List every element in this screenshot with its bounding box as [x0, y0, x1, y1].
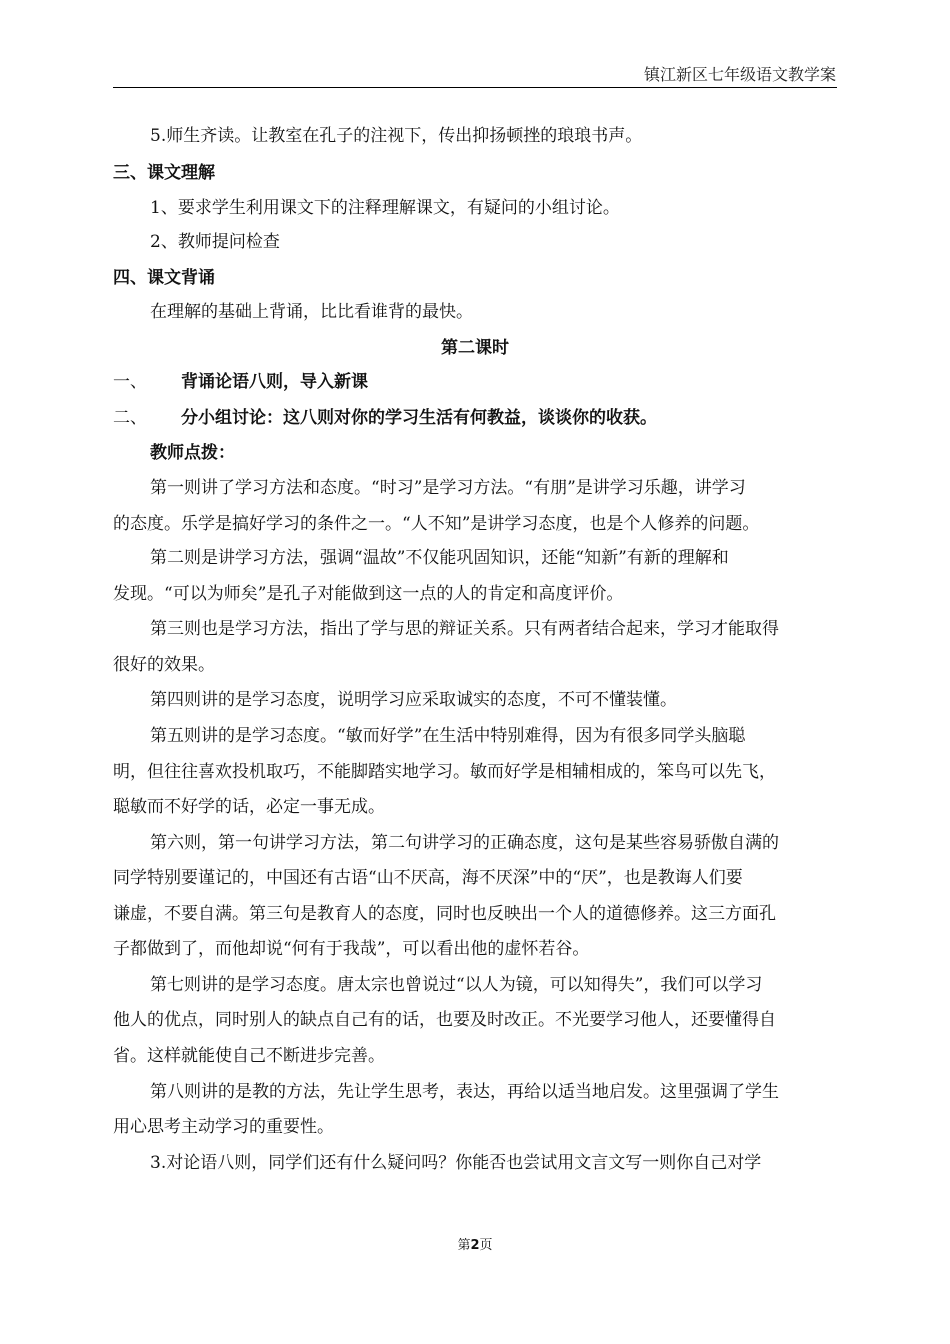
- text-line: 很好的效果。: [113, 655, 215, 675]
- footer-prefix: 第: [457, 1238, 471, 1253]
- header-rule: [113, 87, 837, 88]
- item-number: 一、: [113, 372, 147, 392]
- numbered-item: [113, 372, 837, 392]
- text-line: 谦虚，不要自满。第三句是教育人的态度，同时也反映出一个人的道德修养。这三方面孔: [113, 904, 776, 924]
- item-number: 二、: [113, 408, 147, 428]
- text-line: 在理解的基础上背诵，比比看谁背的最快。: [150, 302, 473, 322]
- text-line: 子都做到了，而他却说“何有于我哉”，可以看出他的虚怀若谷。: [113, 939, 590, 959]
- subheading: 教师点拨：: [150, 443, 235, 463]
- text-line: 2、教师提问检查: [150, 232, 280, 252]
- text-line: 第八则讲的是教的方法，先让学生思考，表达，再给以适当地启发。这里强调了学生: [150, 1082, 779, 1102]
- item-text: 背诵论语八则，导入新课: [181, 372, 368, 392]
- numbered-item: [113, 408, 837, 428]
- text-line: 第六则，第一句讲学习方法，第二句讲学习的正确态度，这句是某些容易骄傲自满的: [150, 833, 779, 853]
- text-line: 第五则讲的是学习态度。“敏而好学”在生活中特别难得，因为有很多同学头脑聪: [150, 726, 746, 746]
- text-line: 第二则是讲学习方法，强调“温故”不仅能巩固知识，还能“知新”有新的理解和: [150, 548, 729, 568]
- text-line: 他人的优点，同时别人的缺点自己有的话，也要及时改正。不光要学习他人，还要懂得自: [113, 1010, 776, 1030]
- text-line: 第四则讲的是学习态度，说明学习应采取诚实的态度，不可不懂装懂。: [150, 690, 677, 710]
- text-line: 同学特别要谨记的，中国还有古语“山不厌高，海不厌深”中的“厌”，也是教诲人们要: [113, 868, 743, 888]
- lesson-title: 第二课时: [441, 338, 509, 358]
- text-line: 第三则也是学习方法，指出了学与思的辩证关系。只有两者结合起来，学习才能取得: [150, 619, 779, 639]
- text-line: 5.师生齐读。让教室在孔子的注视下，传出抑扬顿挫的琅琅书声。: [150, 126, 643, 146]
- text-line: 用心思考主动学习的重要性。: [113, 1117, 334, 1137]
- text-line: 发现。“可以为师矣”是孔子对能做到这一点的人的肯定和高度评价。: [113, 584, 624, 604]
- page-number: 2: [470, 1238, 480, 1253]
- page-footer: [0, 1234, 950, 1253]
- footer-suffix: 页: [479, 1238, 493, 1253]
- text-line: 3.对论语八则，同学们还有什么疑问吗？你能否也尝试用文言文写一则你自己对学: [150, 1153, 762, 1173]
- header-title: 镇江新区七年级语文教学案: [643, 65, 836, 84]
- text-line: 省。这样就能使自己不断进步完善。: [113, 1046, 385, 1066]
- section-heading: 四、课文背诵: [113, 268, 215, 288]
- text-line: 聪敏而不好学的话，必定一事无成。: [113, 797, 385, 817]
- text-line: 第七则讲的是学习态度。唐太宗也曾说过“以人为镜，可以知得失”，我们可以学习: [150, 975, 763, 995]
- text-line: 1、要求学生利用课文下的注释理解课文，有疑问的小组讨论。: [150, 198, 620, 218]
- text-line: 第一则讲了学习方法和态度。“时习”是学习方法。“有朋”是讲学习乐趣，讲学习: [150, 478, 746, 498]
- section-heading: 三、课文理解: [113, 163, 215, 183]
- text-line: 的态度。乐学是搞好学习的条件之一。“人不知”是讲学习态度，也是个人修养的问题。: [113, 514, 760, 534]
- item-text: 分小组讨论：这八则对你的学习生活有何教益，谈谈你的收获。: [181, 408, 657, 428]
- text-line: 明，但往往喜欢投机取巧，不能脚踏实地学习。敏而好学是相辅相成的，笨鸟可以先飞，: [113, 762, 776, 782]
